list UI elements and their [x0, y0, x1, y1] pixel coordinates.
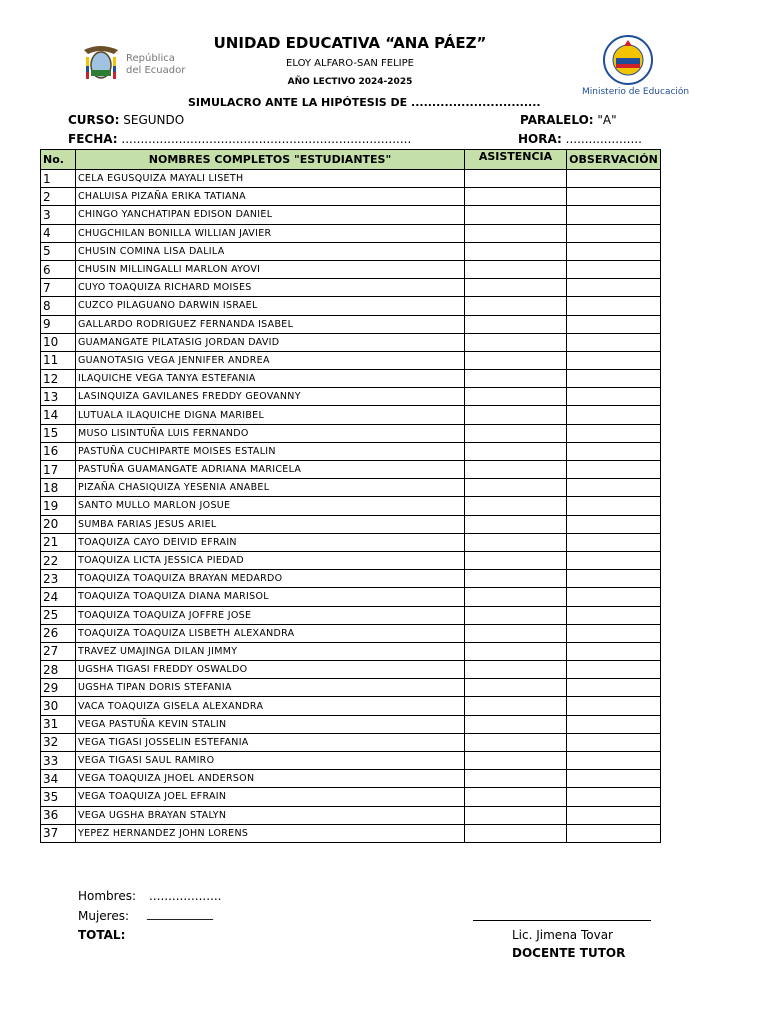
student-name: VEGA TIGASI SAUL RAMIRO	[76, 752, 465, 770]
table-row	[41, 297, 661, 315]
observacion-cell[interactable]	[567, 497, 661, 515]
table-row	[41, 351, 661, 369]
asistencia-cell[interactable]	[465, 515, 567, 533]
hombres-label: Hombres:	[78, 889, 137, 903]
curso-label: CURSO:	[68, 113, 120, 127]
observacion-cell[interactable]	[567, 697, 661, 715]
observacion-cell[interactable]	[567, 315, 661, 333]
student-name: PASTUÑA CUCHIPARTE MOISES ESTALIN	[76, 442, 465, 460]
table-row	[41, 424, 661, 442]
observacion-cell[interactable]	[567, 388, 661, 406]
row-number: 13	[41, 388, 76, 406]
header-observacion: OBSERVACIÓN	[567, 150, 661, 170]
logo-republica-text: República	[126, 53, 175, 64]
student-name: GUAMANGATE PILATASIG JORDAN DAVID	[76, 333, 465, 351]
table-row	[41, 551, 661, 569]
asistencia-cell[interactable]	[465, 624, 567, 642]
row-number: 30	[41, 697, 76, 715]
asistencia-cell[interactable]	[465, 570, 567, 588]
student-name: CHINGO YANCHATIPAN EDISON DANIEL	[76, 206, 465, 224]
table-row	[41, 333, 661, 351]
table-row	[41, 206, 661, 224]
row-number: 35	[41, 788, 76, 806]
location-line: ELOY ALFARO-SAN FELIPE	[286, 58, 414, 69]
asistencia-cell[interactable]	[465, 661, 567, 679]
row-number: 36	[41, 806, 76, 824]
asistencia-cell[interactable]	[465, 242, 567, 260]
row-number: 19	[41, 497, 76, 515]
observacion-cell[interactable]	[567, 551, 661, 569]
fecha-field	[68, 132, 411, 146]
observacion-cell[interactable]	[567, 479, 661, 497]
table-row	[41, 188, 661, 206]
mujeres-value: ___________	[147, 906, 213, 920]
row-number: 11	[41, 351, 76, 369]
table-row	[41, 479, 661, 497]
row-number: 14	[41, 406, 76, 424]
table-row	[41, 242, 661, 260]
row-number: 23	[41, 570, 76, 588]
student-name: GUANOTASIG VEGA JENNIFER ANDREA	[76, 351, 465, 369]
observacion-cell[interactable]	[567, 260, 661, 278]
asistencia-cell[interactable]	[465, 206, 567, 224]
asistencia-cell[interactable]	[465, 497, 567, 515]
asistencia-cell[interactable]	[465, 788, 567, 806]
table-row	[41, 370, 661, 388]
paralelo-value: "A"	[597, 113, 617, 127]
observacion-cell[interactable]	[567, 661, 661, 679]
student-name: TOAQUIZA TOAQUIZA JOFFRE JOSE	[76, 606, 465, 624]
student-name: TOAQUIZA TOAQUIZA DIANA MARISOL	[76, 588, 465, 606]
row-number: 12	[41, 370, 76, 388]
hora-label: HORA:	[518, 132, 562, 146]
observacion-cell[interactable]	[567, 279, 661, 297]
observacion-cell[interactable]	[567, 642, 661, 660]
student-name: VACA TOAQUIZA GISELA ALEXANDRA	[76, 697, 465, 715]
asistencia-cell[interactable]	[465, 588, 567, 606]
observacion-cell[interactable]	[567, 206, 661, 224]
student-name: PIZAÑA CHASIQUIZA YESENIA ANABEL	[76, 479, 465, 497]
asistencia-cell[interactable]	[465, 770, 567, 788]
student-name: LASINQUIZA GAVILANES FREDDY GEOVANNY	[76, 388, 465, 406]
row-number: 18	[41, 479, 76, 497]
table-row	[41, 170, 661, 188]
observacion-cell[interactable]	[567, 406, 661, 424]
table-row	[41, 715, 661, 733]
asistencia-cell[interactable]	[465, 824, 567, 842]
table-row	[41, 570, 661, 588]
row-number: 22	[41, 551, 76, 569]
table-row	[41, 661, 661, 679]
observacion-cell[interactable]	[567, 588, 661, 606]
table-row	[41, 442, 661, 460]
hombres-value: ...................	[149, 889, 222, 903]
student-name: GALLARDO RODRIGUEZ FERNANDA ISABEL	[76, 315, 465, 333]
signature-line	[473, 906, 651, 921]
hora-value: ....................	[565, 132, 642, 146]
table-row	[41, 315, 661, 333]
student-name: TOAQUIZA LICTA JESSICA PIEDAD	[76, 551, 465, 569]
observacion-cell[interactable]	[567, 461, 661, 479]
student-name: VEGA TOAQUIZA JOEL EFRAIN	[76, 788, 465, 806]
row-number: 15	[41, 424, 76, 442]
row-number: 20	[41, 515, 76, 533]
asistencia-cell[interactable]	[465, 606, 567, 624]
school-name: UNIDAD EDUCATIVA “ANA PÁEZ”	[213, 34, 487, 52]
student-name: VEGA TIGASI JOSSELIN ESTEFANIA	[76, 733, 465, 751]
table-row	[41, 788, 661, 806]
asistencia-cell[interactable]	[465, 297, 567, 315]
asistencia-cell[interactable]	[465, 806, 567, 824]
observacion-cell[interactable]	[567, 770, 661, 788]
asistencia-cell[interactable]	[465, 351, 567, 369]
row-number: 2	[41, 188, 76, 206]
row-number: 6	[41, 260, 76, 278]
signer-name: Lic. Jimena Tovar	[512, 928, 613, 942]
hora-field	[518, 132, 642, 146]
signer-role: DOCENTE TUTOR	[512, 946, 626, 960]
student-name: VEGA PASTUÑA KEVIN STALIN	[76, 715, 465, 733]
row-number: 16	[41, 442, 76, 460]
row-number: 1	[41, 170, 76, 188]
simulacro-title: SIMULACRO ANTE LA HIPÓTESIS DE ...............................	[188, 96, 541, 109]
student-name: VEGA TOAQUIZA JHOEL ANDERSON	[76, 770, 465, 788]
asistencia-cell[interactable]	[465, 442, 567, 460]
fecha-label: FECHA:	[68, 132, 118, 146]
asistencia-cell[interactable]	[465, 679, 567, 697]
observacion-cell[interactable]	[567, 188, 661, 206]
student-name: PASTUÑA GUAMANGATE ADRIANA MARICELA	[76, 461, 465, 479]
observacion-cell[interactable]	[567, 715, 661, 733]
table-row	[41, 824, 661, 842]
student-name: MUSO LISINTUÑA LUIS FERNANDO	[76, 424, 465, 442]
observacion-cell[interactable]	[567, 424, 661, 442]
row-number: 29	[41, 679, 76, 697]
total-label: TOTAL:	[78, 928, 126, 942]
observacion-cell[interactable]	[567, 624, 661, 642]
observacion-cell[interactable]	[567, 442, 661, 460]
observacion-cell[interactable]	[567, 333, 661, 351]
asistencia-cell[interactable]	[465, 333, 567, 351]
row-number: 24	[41, 588, 76, 606]
row-number: 26	[41, 624, 76, 642]
row-number: 34	[41, 770, 76, 788]
table-row	[41, 752, 661, 770]
student-roster-table	[40, 149, 661, 843]
row-number: 27	[41, 642, 76, 660]
asistencia-cell[interactable]	[465, 424, 567, 442]
student-name: ILAQUICHE VEGA TANYA ESTEFANIA	[76, 370, 465, 388]
student-name: CHUSIN MILLINGALLI MARLON AYOVI	[76, 260, 465, 278]
mujeres-label: Mujeres:	[78, 909, 130, 923]
student-name: CUYO TOAQUIZA RICHARD MOISES	[76, 279, 465, 297]
row-number: 32	[41, 733, 76, 751]
asistencia-cell[interactable]	[465, 315, 567, 333]
school-year: AÑO LECTIVO 2024-2025	[287, 77, 413, 87]
observacion-cell[interactable]	[567, 606, 661, 624]
table-row	[41, 606, 661, 624]
student-name: CHUGCHILAN BONILLA WILLIAN JAVIER	[76, 224, 465, 242]
roster-body	[41, 170, 661, 843]
ministerio-caption: Ministerio de Educación	[582, 87, 690, 97]
row-number: 17	[41, 461, 76, 479]
student-name: TOAQUIZA CAYO DEIVID EFRAIN	[76, 533, 465, 551]
observacion-cell[interactable]	[567, 824, 661, 842]
asistencia-cell[interactable]	[465, 479, 567, 497]
observacion-cell[interactable]	[567, 515, 661, 533]
observacion-cell[interactable]	[567, 370, 661, 388]
table-row	[41, 260, 661, 278]
table-row	[41, 388, 661, 406]
table-row	[41, 679, 661, 697]
fecha-value: ............................................................................	[121, 132, 412, 146]
table-row	[41, 406, 661, 424]
curso-value: SEGUNDO	[123, 113, 185, 127]
asistencia-cell[interactable]	[465, 533, 567, 551]
student-name: CHUSIN COMINA LISA DALILA	[76, 242, 465, 260]
row-number: 5	[41, 242, 76, 260]
student-name: UGSHA TIPAN DORIS STEFANIA	[76, 679, 465, 697]
header-no: No.	[41, 150, 76, 170]
table-row	[41, 624, 661, 642]
row-number: 9	[41, 315, 76, 333]
row-number: 31	[41, 715, 76, 733]
asistencia-cell[interactable]	[465, 733, 567, 751]
asistencia-cell[interactable]	[465, 642, 567, 660]
table-row	[41, 461, 661, 479]
observacion-cell[interactable]	[567, 224, 661, 242]
header-nombres: NOMBRES COMPLETOS "ESTUDIANTES"	[76, 150, 465, 170]
table-row	[41, 279, 661, 297]
student-name: TOAQUIZA TOAQUIZA LISBETH ALEXANDRA	[76, 624, 465, 642]
row-number: 33	[41, 752, 76, 770]
student-name: YEPEZ HERNANDEZ JOHN LORENS	[76, 824, 465, 842]
table-row	[41, 497, 661, 515]
asistencia-cell[interactable]	[465, 461, 567, 479]
table-row	[41, 515, 661, 533]
student-name: TOAQUIZA TOAQUIZA BRAYAN MEDARDO	[76, 570, 465, 588]
student-name: SUMBA FARIAS JESUS ARIEL	[76, 515, 465, 533]
row-number: 4	[41, 224, 76, 242]
table-row	[41, 733, 661, 751]
asistencia-cell[interactable]	[465, 715, 567, 733]
row-number: 10	[41, 333, 76, 351]
student-name: CHALUISA PIZAÑA ERIKA TATIANA	[76, 188, 465, 206]
asistencia-cell[interactable]	[465, 188, 567, 206]
header-asistencia: ASISTENCIA	[465, 150, 567, 170]
observacion-cell[interactable]	[567, 679, 661, 697]
asistencia-cell[interactable]	[465, 697, 567, 715]
table-row	[41, 533, 661, 551]
row-number: 21	[41, 533, 76, 551]
observacion-cell[interactable]	[567, 806, 661, 824]
row-number: 37	[41, 824, 76, 842]
observacion-cell[interactable]	[567, 788, 661, 806]
asistencia-cell[interactable]	[465, 370, 567, 388]
asistencia-cell[interactable]	[465, 224, 567, 242]
asistencia-cell[interactable]	[465, 279, 567, 297]
paralelo-label: PARALELO:	[520, 113, 594, 127]
row-number: 7	[41, 279, 76, 297]
student-name: TRAVEZ UMAJINGA DILAN JIMMY	[76, 642, 465, 660]
paralelo-field	[520, 113, 617, 127]
table-row	[41, 588, 661, 606]
logo-ecuador-text: del Ecuador	[126, 65, 186, 76]
student-name: UGSHA TIGASI FREDDY OSWALDO	[76, 661, 465, 679]
observacion-cell[interactable]	[567, 170, 661, 188]
table-row	[41, 697, 661, 715]
asistencia-cell[interactable]	[465, 551, 567, 569]
observacion-cell[interactable]	[567, 570, 661, 588]
table-row	[41, 770, 661, 788]
row-number: 3	[41, 206, 76, 224]
asistencia-cell[interactable]	[465, 388, 567, 406]
row-number: 8	[41, 297, 76, 315]
student-name: LUTUALA ILAQUICHE DIGNA MARIBEL	[76, 406, 465, 424]
observacion-cell[interactable]	[567, 297, 661, 315]
asistencia-cell[interactable]	[465, 406, 567, 424]
asistencia-cell[interactable]	[465, 170, 567, 188]
observacion-cell[interactable]	[567, 733, 661, 751]
student-name: SANTO MULLO MARLON JOSUE	[76, 497, 465, 515]
asistencia-cell[interactable]	[465, 752, 567, 770]
curso-field	[68, 113, 184, 127]
table-row	[41, 642, 661, 660]
table-row	[41, 806, 661, 824]
observacion-cell[interactable]	[567, 351, 661, 369]
observacion-cell[interactable]	[567, 242, 661, 260]
table-row	[41, 224, 661, 242]
asistencia-cell[interactable]	[465, 260, 567, 278]
student-name: VEGA UGSHA BRAYAN STALYN	[76, 806, 465, 824]
student-name: CELA EGUSQUIZA MAYALI LISETH	[76, 170, 465, 188]
student-name: CUZCO PILAGUANO DARWIN ISRAEL	[76, 297, 465, 315]
row-number: 28	[41, 661, 76, 679]
observacion-cell[interactable]	[567, 533, 661, 551]
table-header-row	[41, 150, 661, 170]
row-number: 25	[41, 606, 76, 624]
observacion-cell[interactable]	[567, 752, 661, 770]
